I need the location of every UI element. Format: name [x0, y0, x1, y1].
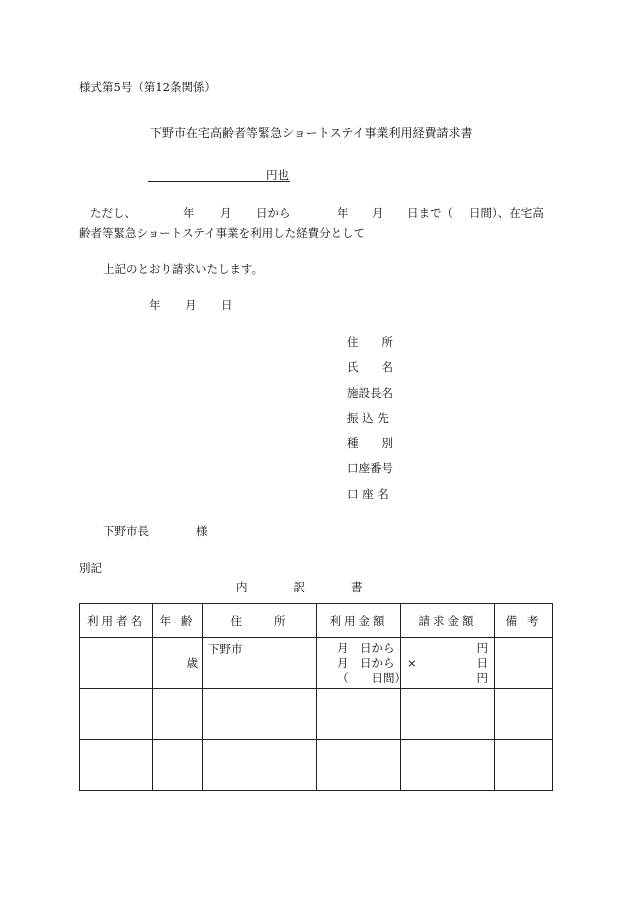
cell-address — [203, 740, 317, 791]
claim-day: 日 — [476, 656, 488, 670]
header-age: 年 齢 — [153, 604, 203, 638]
applicant-field-account-name: 口 座 名 — [347, 487, 389, 501]
address-value: 下野市 — [208, 642, 243, 656]
applicant-field-director: 施設長名 — [347, 386, 393, 400]
table-row — [80, 740, 553, 791]
table-row — [80, 638, 553, 689]
age-unit: 歳 — [186, 656, 198, 670]
date-nen: 年 — [149, 298, 161, 312]
claim-yen-2: 円 — [476, 671, 488, 685]
table-header-row — [80, 604, 553, 638]
table-row — [80, 689, 553, 740]
cell-claim-amount — [401, 638, 495, 689]
date-tsuki: 月 — [185, 298, 197, 312]
header-usage-amount: 利用金額 — [317, 604, 401, 638]
cell-age — [153, 689, 203, 740]
recipient-name: 下野市長 — [103, 524, 149, 538]
document-title: 下野市在宅高齢者等緊急ショートステイ事業利用経費請求書 — [150, 126, 473, 140]
cell-address — [203, 638, 317, 689]
cell-usage-amount — [317, 638, 406, 689]
cell-claim-amount — [401, 689, 495, 740]
tadashi-nen2: 年 — [337, 206, 349, 220]
tadashi-hi-kara: 日から — [256, 206, 291, 220]
date-hi: 日 — [221, 298, 233, 312]
claim-yen-1: 円 — [476, 641, 488, 655]
cell-usage-amount — [317, 689, 401, 740]
request-text: 上記のとおり請求いたします。 — [103, 262, 264, 276]
cell-user-name — [80, 689, 153, 740]
applicant-field-transfer: 振 込 先 — [347, 411, 389, 425]
cell-remarks — [495, 689, 553, 740]
breakdown-title: 内 訳 書 — [236, 580, 363, 594]
usage-line-3: （ 日間） — [337, 671, 406, 685]
tadashi-tsuki2: 月 — [372, 206, 384, 220]
form-number: 様式第5号（第12条関係） — [79, 80, 216, 94]
tadashi-nen1: 年 — [183, 206, 195, 220]
cell-user-name — [80, 638, 153, 689]
header-remarks: 備 考 — [495, 604, 553, 638]
applicant-field-type: 種 別 — [347, 436, 393, 450]
applicant-field-name: 氏 名 — [347, 360, 393, 374]
cell-remarks — [495, 740, 553, 791]
cell-age — [153, 638, 203, 689]
appendix-label: 別記 — [79, 561, 102, 575]
tadashi-line2: 齢者等緊急ショートステイ事業を利用した経費分として — [79, 226, 366, 240]
header-address: 住 所 — [203, 604, 317, 638]
applicant-field-address: 住 所 — [347, 335, 393, 349]
header-claim-amount: 請求金額 — [401, 604, 495, 638]
usage-line-2: 月 日から — [337, 656, 395, 670]
tadashi-hi-made: 日まで（ — [407, 206, 453, 220]
cell-usage-amount — [317, 740, 401, 791]
breakdown-table — [79, 603, 553, 791]
applicant-field-account-number: 口座番号 — [347, 461, 393, 475]
tadashi-tsuki1: 月 — [220, 206, 232, 220]
usage-line-1: 月 日から — [337, 641, 395, 655]
cell-address — [203, 689, 317, 740]
cell-user-name — [80, 740, 153, 791]
amount-suffix: 円也 — [266, 168, 289, 182]
cell-age — [153, 740, 203, 791]
recipient-honorific: 様 — [196, 524, 208, 538]
tadashi-nichikan: 日間）、在宅高 — [469, 206, 544, 220]
tadashi-lead: ただし、 — [90, 206, 136, 220]
claim-times: × — [407, 656, 417, 670]
cell-remarks — [495, 638, 553, 689]
header-user-name: 利用者名 — [80, 604, 153, 638]
cell-claim-amount — [401, 740, 495, 791]
